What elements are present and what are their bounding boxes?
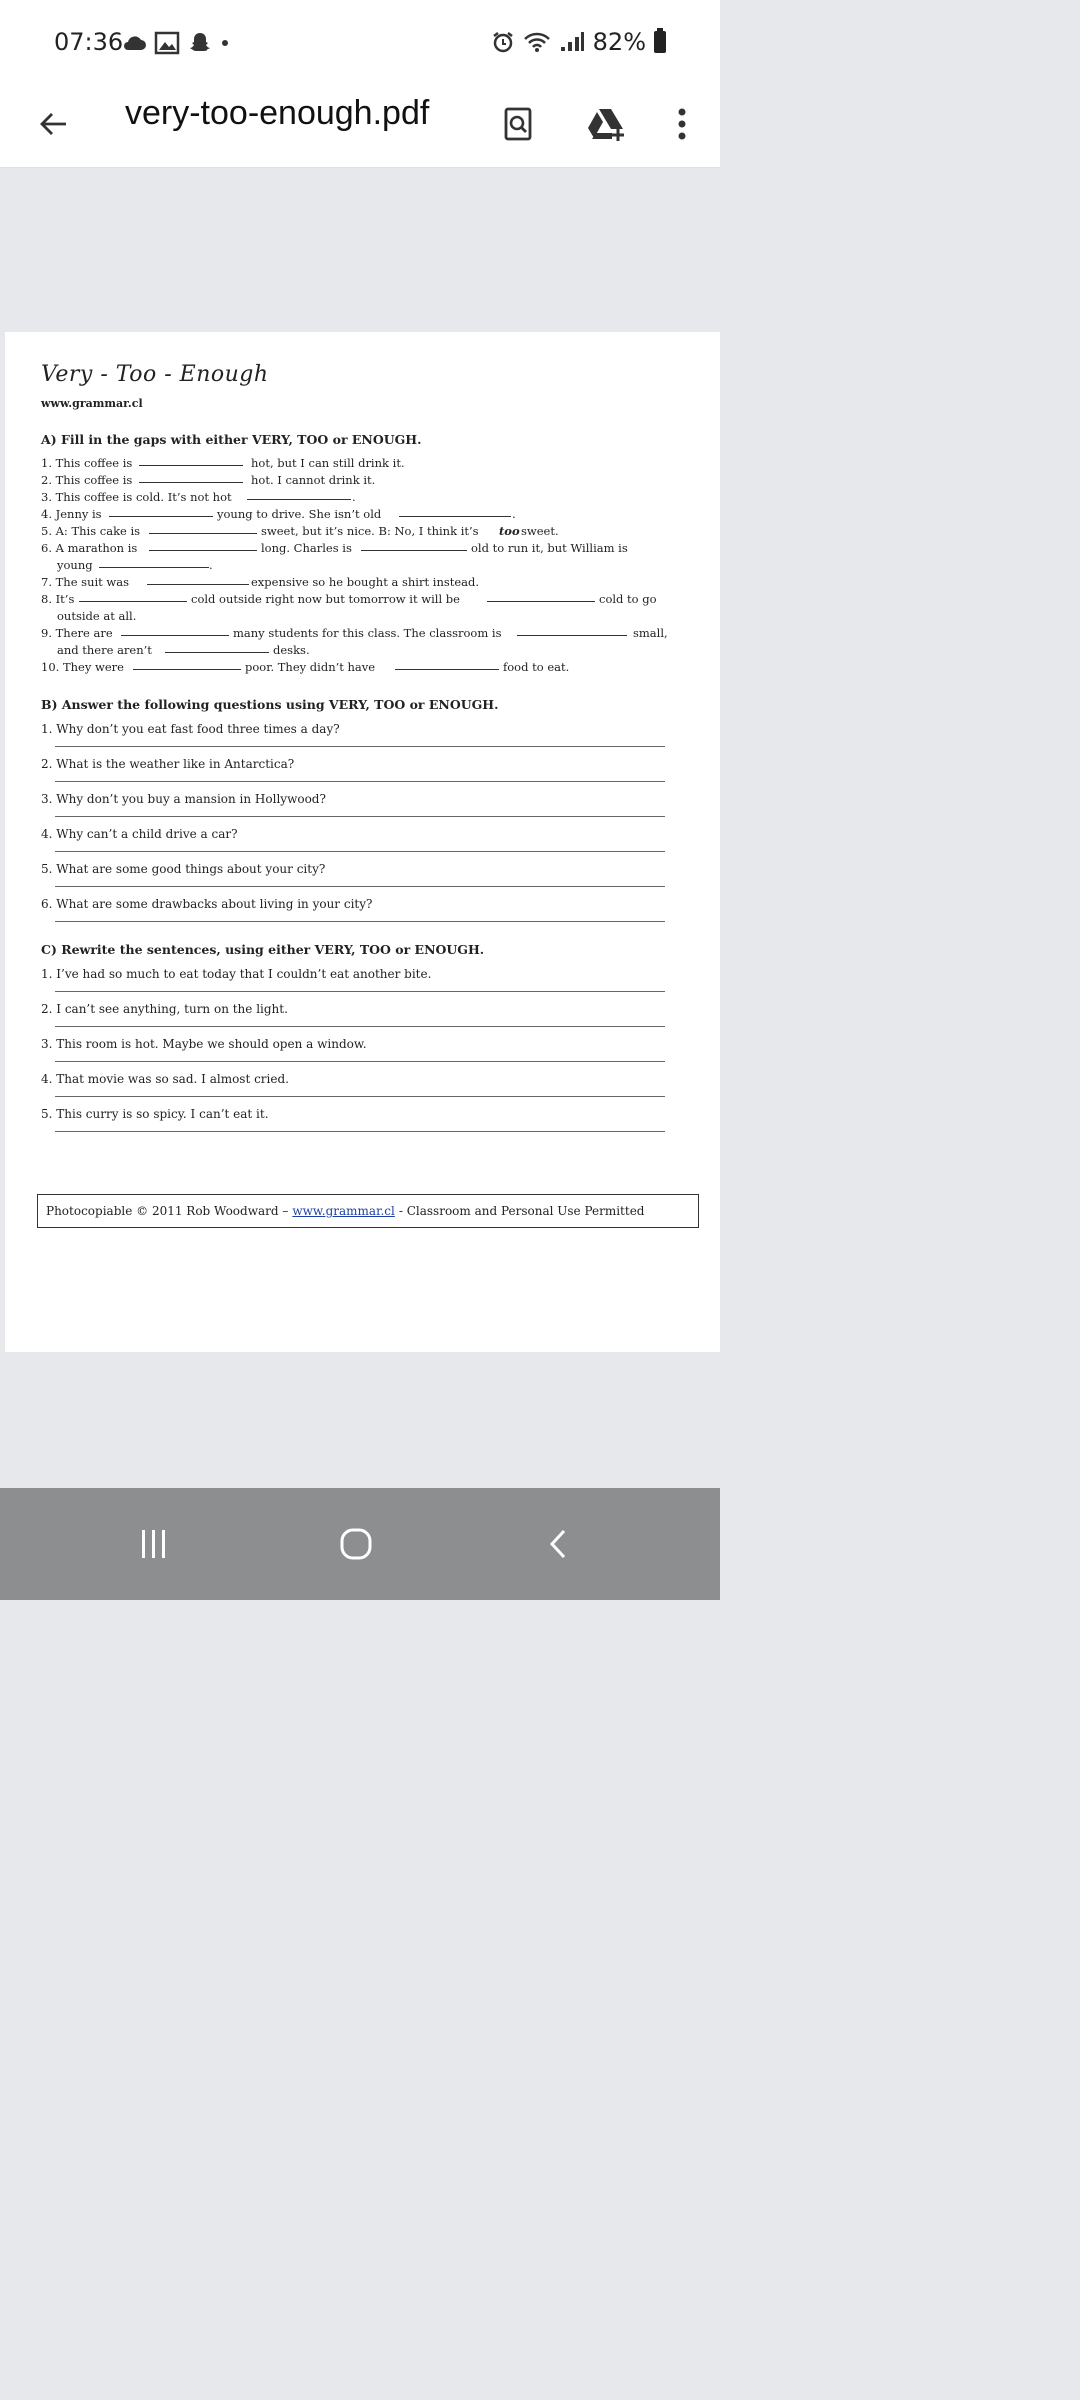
sentence: 1. I’ve had so much to eat today that I couldn’t eat another bite.: [41, 967, 432, 981]
navigation-bar: [0, 1488, 720, 1600]
item-1-start: 1. This coffee is: [41, 456, 133, 470]
item-4-mid: young to drive. She isn’t old: [217, 507, 382, 521]
notification-icons: [122, 30, 230, 56]
sentence: 4. That movie was so sad. I almost cried.: [41, 1072, 289, 1086]
item-10-mid: poor. They didn’t have: [245, 660, 376, 674]
answer-line: [55, 886, 665, 887]
item-9-cont: and there aren’t: [57, 643, 152, 657]
gap: [247, 489, 351, 500]
question: 2. What is the weather like in Antarctica?: [41, 757, 295, 771]
add-to-drive-button[interactable]: [580, 98, 632, 150]
item-8-mid: cold outside right now but tomorrow it will be: [191, 592, 460, 606]
gap: [399, 506, 511, 517]
answer-line: [55, 1096, 665, 1097]
item-10-end: food to eat.: [503, 660, 570, 674]
back-button[interactable]: [28, 98, 80, 150]
item-9-start: 9. There are: [41, 626, 113, 640]
item-1-end: hot, but I can still drink it.: [251, 456, 405, 470]
gap: [487, 591, 595, 602]
gallery-icon: [154, 31, 180, 55]
gap: [79, 591, 187, 602]
item-3-end: .: [352, 490, 356, 504]
answer-line: [55, 746, 665, 747]
sentence: 5. This curry is so spicy. I can’t eat it.: [41, 1107, 269, 1121]
footer-link[interactable]: www.grammar.cl: [292, 1204, 395, 1218]
question: 6. What are some drawbacks about living in your city?: [41, 897, 373, 911]
question: 4. Why can’t a child drive a car?: [41, 827, 238, 841]
find-in-doc-button[interactable]: [492, 98, 544, 150]
battery-icon: [654, 31, 666, 53]
search-doc-icon: [502, 107, 534, 141]
gap: [165, 642, 269, 653]
answer-line: [55, 851, 665, 852]
gap: [149, 540, 257, 551]
item-7-end: expensive so he bought a shirt instead.: [251, 575, 480, 589]
item-5-mid: sweet, but it’s nice. B: No, I think it’s: [261, 524, 479, 538]
gap: [121, 625, 229, 636]
answer-line: [55, 816, 665, 817]
item-6-end: old to run it, but William is: [471, 541, 628, 555]
item-10-start: 10. They were: [41, 660, 124, 674]
section-a-items: [41, 455, 691, 685]
dot-icon: [220, 38, 230, 48]
back-arrow-icon: [38, 108, 70, 140]
signal-icon: [559, 31, 585, 53]
more-options-button[interactable]: [656, 98, 708, 150]
item-7-start: 7. The suit was: [41, 575, 130, 589]
system-status: [491, 28, 666, 56]
gap: [149, 523, 257, 534]
app-bar: [0, 80, 720, 168]
home-icon: [338, 1526, 374, 1562]
section-c-sentences: [41, 967, 691, 1132]
item-9-end: small,: [633, 626, 668, 640]
answer-line: [55, 1026, 665, 1027]
wifi-icon: [523, 31, 551, 53]
gap: [133, 659, 241, 670]
sentence: 2. I can’t see anything, turn on the light.: [41, 1002, 288, 1016]
doc-title: Very - Too - Enough: [41, 362, 269, 387]
item-5-end: sweet.: [521, 524, 559, 538]
section-c-heading: C) Rewrite the sentences, using either VERY, TOO or ENOUGH.: [41, 942, 485, 957]
item-8-cont: outside at all.: [57, 609, 137, 623]
item-9-mid: many students for this class. The classroom is: [233, 626, 502, 640]
item-6-start: 6. A marathon is: [41, 541, 138, 555]
footer-prefix: Photocopiable © 2011 Rob Woodward –: [46, 1204, 289, 1218]
item-4-end: .: [512, 507, 516, 521]
footer-suffix: - Classroom and Personal Use Permitted: [398, 1204, 645, 1218]
item-6-final: .: [209, 558, 213, 572]
status-time: 07:36: [54, 28, 124, 56]
gap: [109, 506, 213, 517]
nav-back-icon: [546, 1527, 570, 1561]
item-2-end: hot. I cannot drink it.: [251, 473, 376, 487]
item-6-cont: young: [57, 558, 93, 572]
answer-line: [55, 781, 665, 782]
gap: [147, 574, 249, 585]
alarm-icon: [491, 30, 515, 54]
sentence: 3. This room is hot. Maybe we should open a window.: [41, 1037, 367, 1051]
gap: [139, 455, 243, 466]
item-6-mid: long. Charles is: [261, 541, 352, 555]
gap: [139, 472, 243, 483]
recents-icon: [139, 1527, 169, 1561]
cloud-icon: [122, 35, 146, 51]
item-2-start: 2. This coffee is: [41, 473, 133, 487]
gap: [99, 557, 209, 568]
file-title: very-too-enough.pdf: [125, 94, 430, 132]
item-8-end: cold to go: [599, 592, 657, 606]
item-3-start: 3. This coffee is cold. It’s not hot: [41, 490, 232, 504]
doc-site: www.grammar.cl: [41, 397, 143, 410]
item-5-start: 5. A: This cake is: [41, 524, 141, 538]
document-content: [41, 362, 691, 1132]
item-5-emph: too: [499, 524, 520, 538]
system-back-button[interactable]: [518, 1508, 598, 1580]
drive-add-icon: [586, 107, 626, 141]
answer-line: [55, 1131, 665, 1132]
question: 3. Why don’t you buy a mansion in Hollywood?: [41, 792, 326, 806]
copyright-footer: [37, 1194, 699, 1228]
status-bar: [0, 0, 720, 80]
section-a-heading: A) Fill in the gaps with either VERY, TOO or ENOUGH.: [41, 432, 422, 447]
item-8-start: 8. It’s: [41, 592, 75, 606]
recents-button[interactable]: [114, 1508, 194, 1580]
section-b-questions: [41, 722, 691, 922]
answer-line: [55, 921, 665, 922]
gap: [517, 625, 627, 636]
item-4-start: 4. Jenny is: [41, 507, 102, 521]
home-button[interactable]: [316, 1508, 396, 1580]
section-b-heading: B) Answer the following questions using VERY, TOO or ENOUGH.: [41, 697, 499, 712]
question: 1. Why don’t you eat fast food three times a day?: [41, 722, 340, 736]
answer-line: [55, 991, 665, 992]
answer-line: [55, 1061, 665, 1062]
gap: [361, 540, 467, 551]
snapchat-icon: [188, 31, 212, 55]
battery-percent: 82%: [592, 28, 646, 56]
question: 5. What are some good things about your city?: [41, 862, 326, 876]
item-9-final: desks.: [273, 643, 310, 657]
pdf-page[interactable]: [5, 332, 720, 1352]
more-vert-icon: [677, 107, 687, 141]
gap: [395, 659, 499, 670]
